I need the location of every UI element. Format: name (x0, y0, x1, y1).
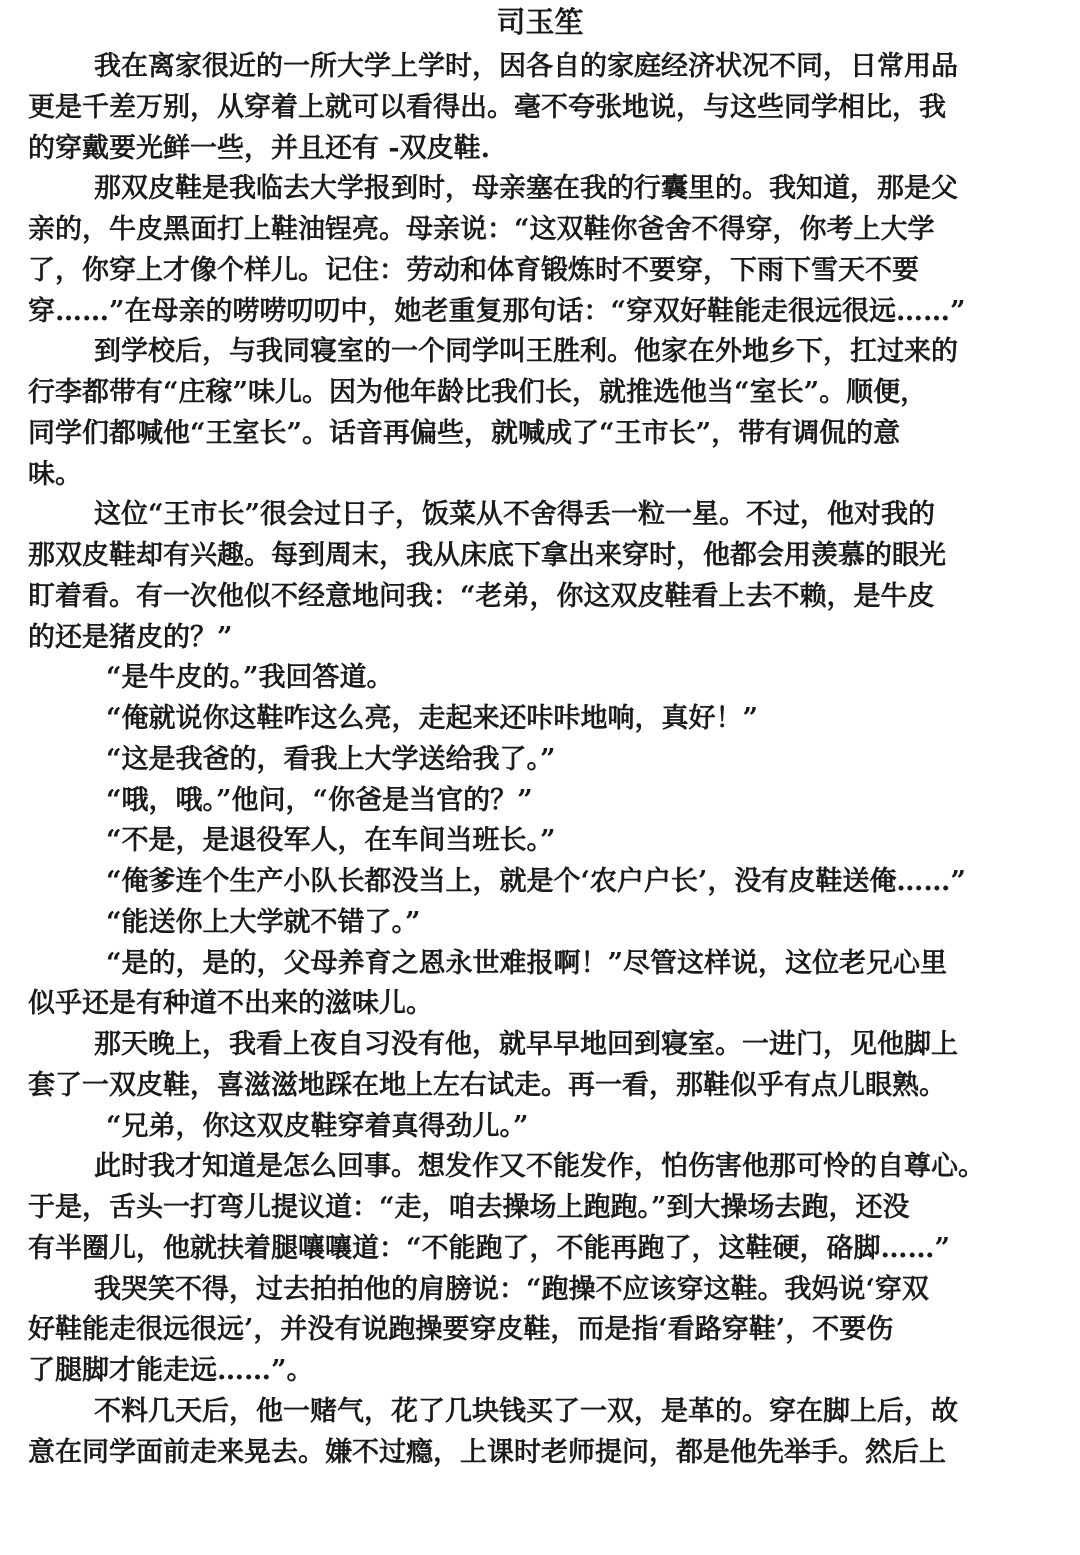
text-line: 那双皮鞋是我临去大学报到时，母亲塞在我的行囊里的。我知道，那是父 (94, 173, 958, 204)
text-line: 不料几天后，他一赌气，花了几块钱买了一双，是革的。穿在脚上后，故 (94, 1396, 958, 1427)
page-title: 司玉笙 (496, 5, 584, 39)
text-line: 了，你穿上才像个样儿。记住：劳动和体育锻炼时不要穿，下雨下雪天不要 (28, 255, 919, 286)
text-line: 盯着看。有一次他似不经意地问我：“老弟，你这双皮鞋看上去不赖，是牛皮 (28, 581, 935, 612)
text-line: 的穿戴要光鲜一些，并且还有 -双皮鞋. (28, 133, 491, 164)
text-line: 似乎还是有种道不出来的滋味儿。 (28, 988, 433, 1019)
text-line: 套了一双皮鞋，喜滋滋地踩在地上左右试走。再一看，那鞋似乎有点儿眼熟。 (28, 1070, 946, 1101)
text-line: 同学们都喊他“王室长”。话音再偏些，就喊成了“王市长”，带有调侃的意 (28, 418, 901, 449)
text-line: “不是，是退役军人，在车间当班长。” (106, 825, 556, 856)
text-line: “能送你上大学就不错了。” (106, 907, 421, 938)
text-line: 了腿脚才能走远……”。 (28, 1355, 314, 1386)
text-line: “俺就说你这鞋咋这么亮，走起来还咔咔地响，真好！” (106, 703, 759, 734)
text-line: “是的，是的，父母养育之恩永世难报啊！”尽管这样说，这位老兄心里 (106, 948, 948, 979)
text-line: 有半圈儿，他就扶着腿嚷嚷道：“不能跑了，不能再跑了，这鞋硬，硌脚……” (28, 1233, 951, 1264)
text-line: 味。 (28, 459, 82, 490)
text-line: “俺爹连个生产小队长都没当上，就是个‘农户户长’，没有皮鞋送俺……” (106, 866, 966, 897)
text-line: “兄弟，你这双皮鞋穿着真得劲儿。” (106, 1111, 529, 1142)
text-line: 意在同学面前走来晃去。嫌不过瘾，上课时老师提问，都是他先举手。然后上 (28, 1437, 946, 1468)
text-line: 到学校后，与我同寝室的一个同学叫王胜利。他家在外地乡下，扛过来的 (94, 336, 958, 367)
text-line: 我在离家很近的一所大学上学时，因各自的家庭经济状况不同，日常用品 (94, 51, 958, 82)
text-line: 行李都带有“庄稼”味儿。因为他年龄比我们长，就推选他当“室长”。顺便， (28, 377, 928, 408)
text-line: 好鞋能走很远很远’，并没有说跑操要穿皮鞋，而是指‘看路穿鞋’，不要伤 (28, 1314, 894, 1345)
text-line: 于是，舌头一打弯儿提议道：“走，咱去操场上跑跑。”到大操场去跑，还没 (28, 1192, 910, 1223)
text-line: 那天晚上，我看上夜自习没有他，就早早地回到寝室。一进门，见他脚上 (94, 1029, 958, 1060)
text-line: “哦，哦。”他问，“你爸是当官的？” (106, 785, 533, 816)
text-line: 穿……”在母亲的唠唠叨叨中，她老重复那句话：“穿双好鞋能走很远很远……” (28, 296, 966, 327)
text-line: 此时我才知道是怎么回事。想发作又不能发作，怕伤害他那可怜的自尊心。 (94, 1151, 985, 1182)
text-line: 亲的，牛皮黑面打上鞋油锃亮。母亲说：“这双鞋你爸舍不得穿，你考上大学 (28, 214, 935, 245)
text-line: 的还是猪皮的？” (28, 622, 233, 653)
text-line: 我哭笑不得，过去拍拍他的肩膀说：“跑操不应该穿这鞋。我妈说‘穿双 (94, 1274, 929, 1305)
text-line: “这是我爸的，看我上大学送给我了。” (106, 744, 556, 775)
text-line: 这位“王市长”很会过日子，饭菜从不舍得丢一粒一星。不过，他对我的 (94, 499, 936, 530)
text-line: 那双皮鞋却有兴趣。每到周末，我从床底下拿出来穿时，他都会用羡慕的眼光 (28, 540, 946, 571)
text-line: “是牛皮的。”我回答道。 (106, 662, 394, 693)
text-line: 更是千差万别，从穿着上就可以看得出。毫不夸张地说，与这些同学相比，我 (28, 92, 946, 123)
